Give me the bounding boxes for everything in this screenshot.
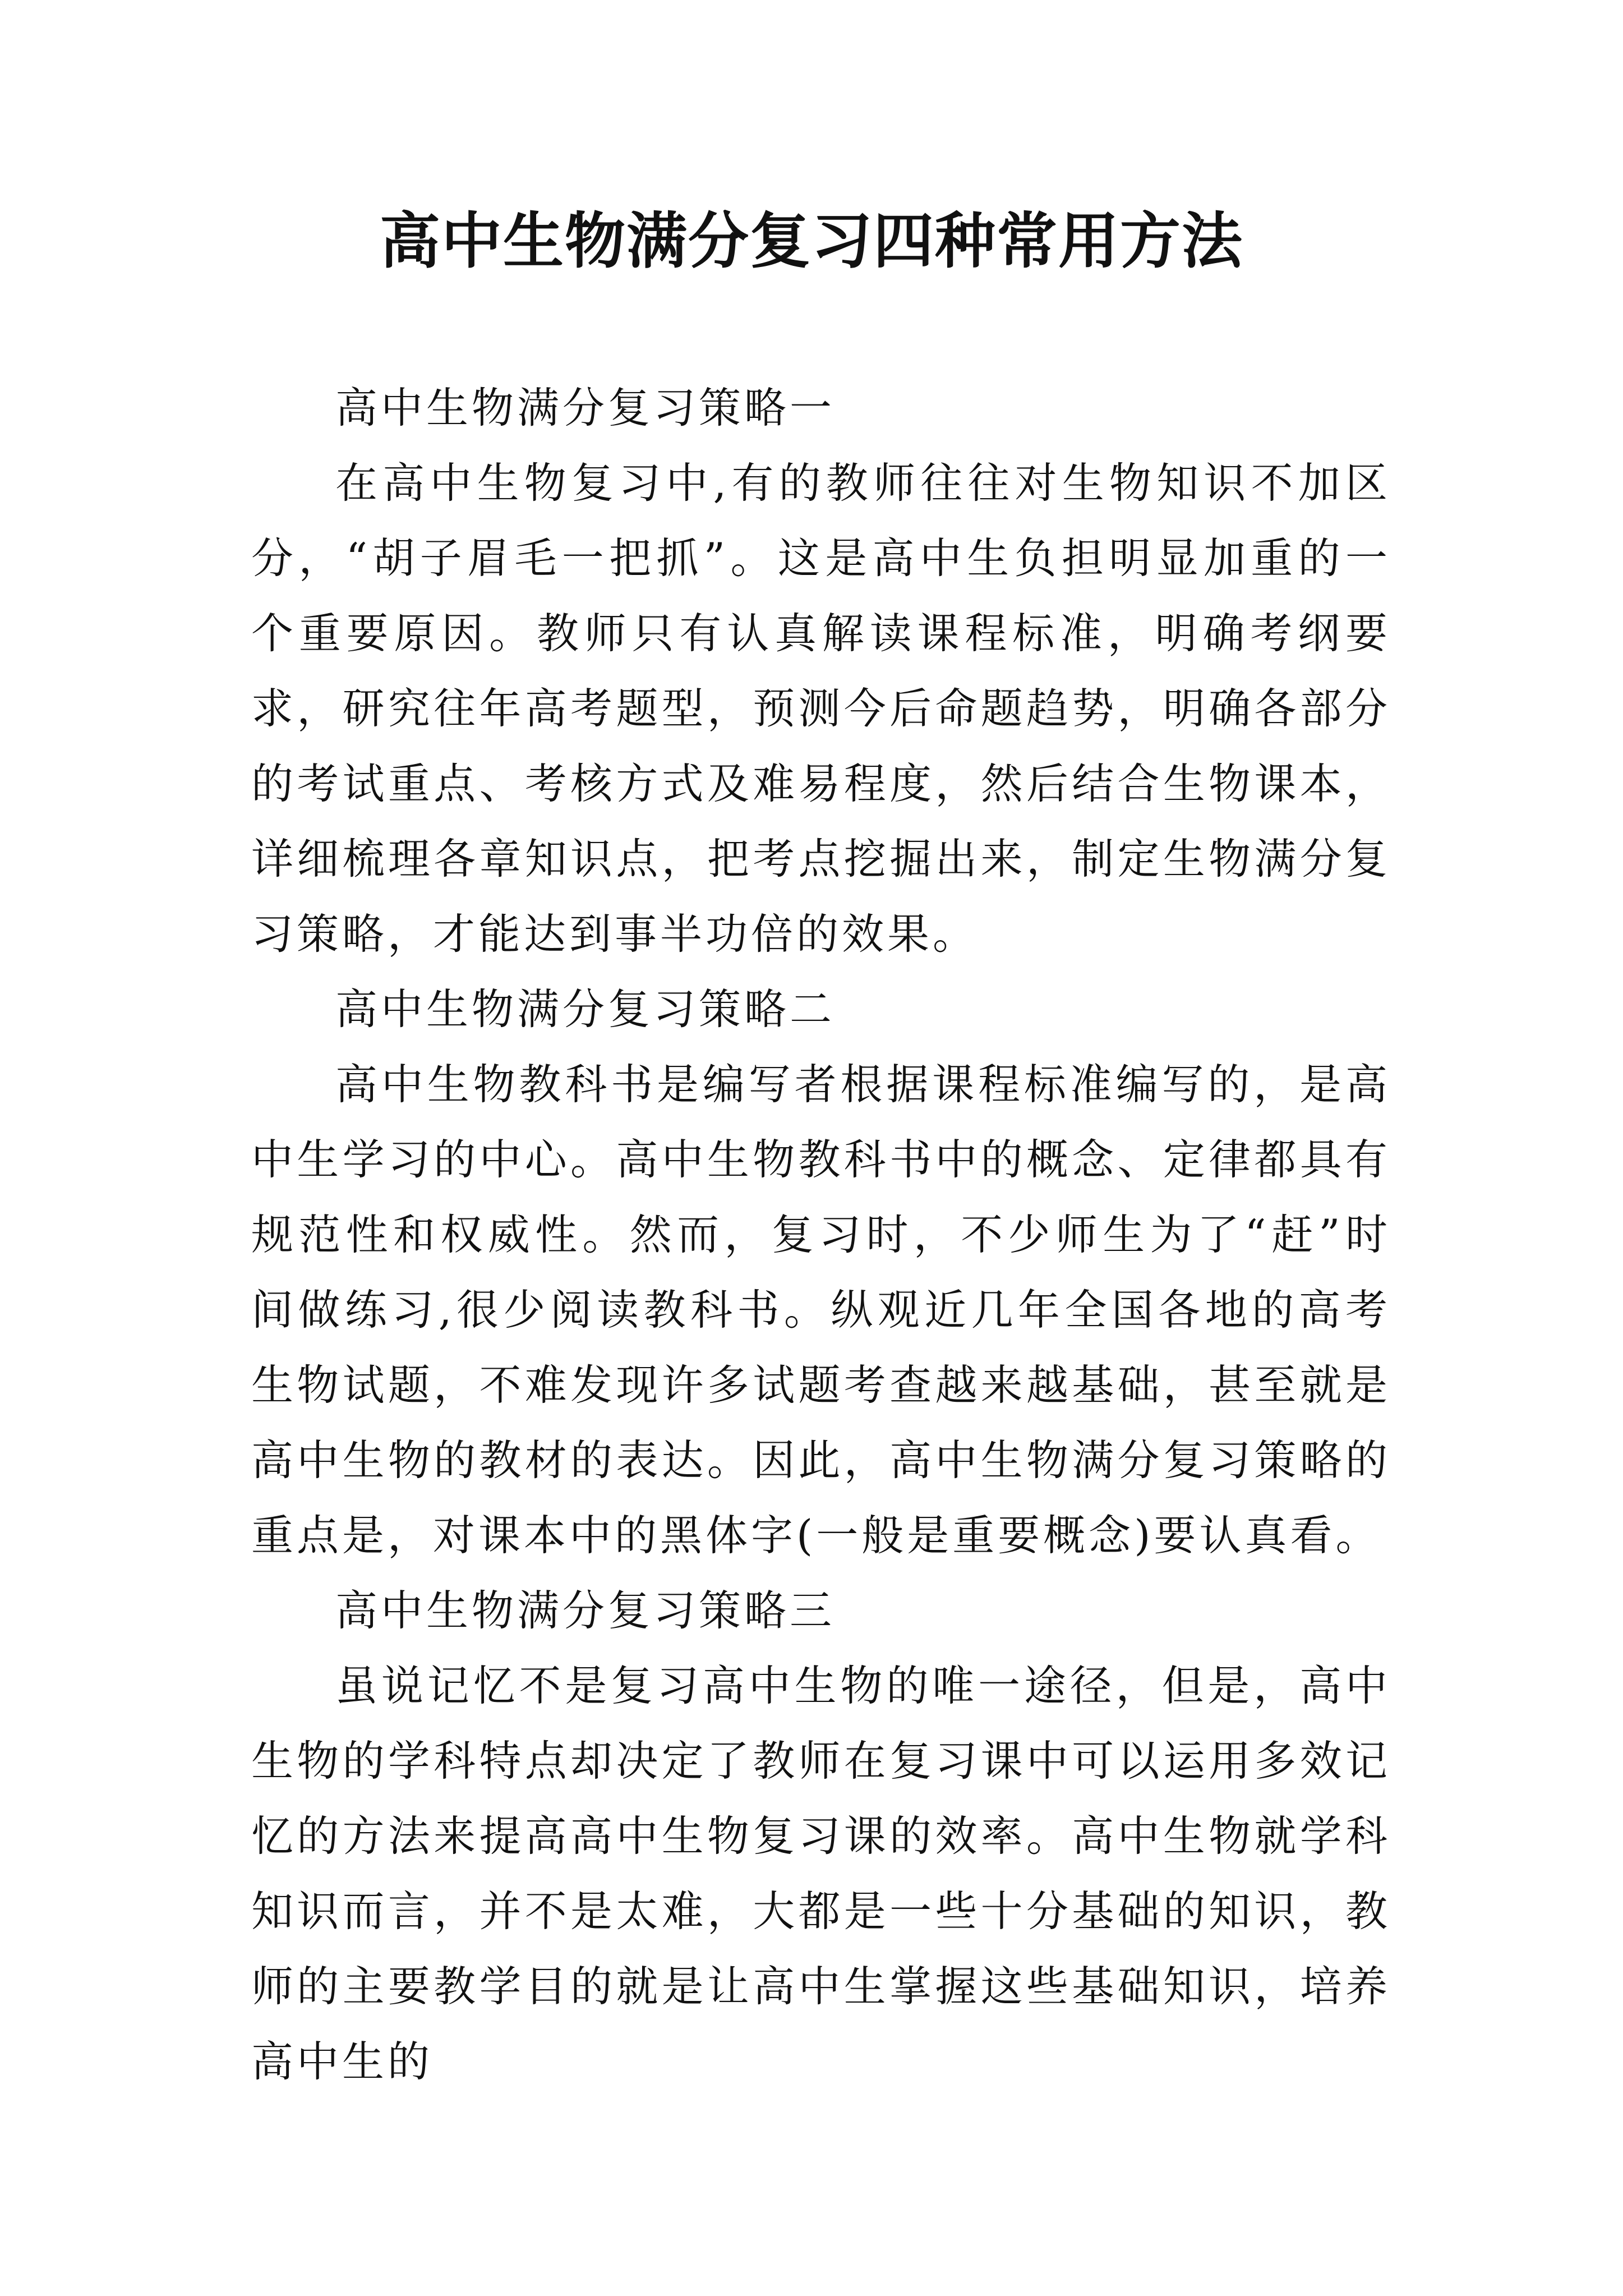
- section-strategy-1: [251, 370, 1391, 972]
- section-heading: 高中生物满分复习策略二: [335, 984, 836, 1034]
- document-body: [251, 370, 1391, 2099]
- document-title: 高中生物满分复习四种常用方法: [379, 206, 1243, 277]
- section-heading: 高中生物满分复习策略一: [335, 383, 836, 432]
- section-strategy-3: [251, 1573, 1391, 2099]
- section-paragraph: 虽说记忆不是复习高中生物的唯一途径，但是，高中生物的学科特点却决定了教师在复习课中可以运用多效记忆的方法来提高高中生物复习课的效率。高中生物就学科知识而言，并不是太难，大都是一些十分基础的知识，教师的主要教学目的就是让高中生掌握这些基础知识，培养高中生的: [251, 1661, 1391, 2086]
- section-heading: 高中生物满分复习策略三: [335, 1586, 836, 1635]
- section-paragraph: 在高中生物复习中,有的教师往往对生物知识不加区分，“胡子眉毛一把抓”。这是高中生负担明显加重的一个重要原因。教师只有认真解读课程标准，明确考纲要求，研究往年高考题型，预测今后命题趋势，明确各部分的考试重点、考核方式及难易程度，然后结合生物课本，详细梳理各章知识点，把考点挖掘出来，制定生物满分复习策略，才能达到事半功倍的效果。: [251, 458, 1391, 959]
- section-strategy-2: [251, 972, 1391, 1573]
- section-paragraph: 高中生物教科书是编写者根据课程标准编写的，是高中生学习的中心。高中生物教科书中的概念、定律都具有规范性和权威性。然而，复习时，不少师生为了“赶”时间做练习,很少阅读教科书。纵观近几年全国各地的高考生物试题，不难发现许多试题考查越来越基础，甚至就是高中生物的教材的表达。因此，高中生物满分复习策略的重点是，对课本中的黑体字(一般是重要概念)要认真看。: [251, 1060, 1391, 1560]
